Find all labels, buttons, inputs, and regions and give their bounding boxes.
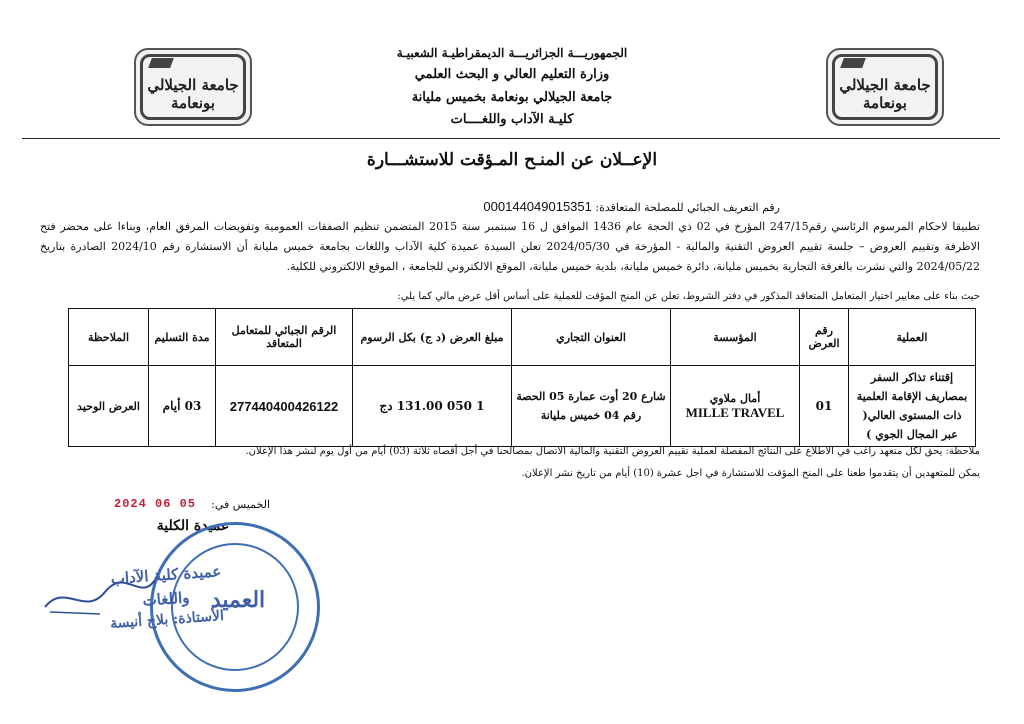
university-title: جامعة الجيلالي بونعامة بخميس مليانة xyxy=(411,90,613,105)
header-operation: العملية xyxy=(849,309,976,366)
table-row xyxy=(69,366,976,447)
header-address: العنوان التجاري xyxy=(512,309,671,366)
cell-tax-id: 277440400426122 xyxy=(216,366,353,447)
university-logo-right xyxy=(826,48,944,126)
company-name-en: MILLE TRAVEL xyxy=(685,404,785,420)
stamp-title: العميد xyxy=(210,587,266,613)
signature-date-stamp: 2024 06 05 xyxy=(114,497,197,511)
cell-offer-number: 01 xyxy=(800,366,849,447)
republic-title: الجمهوريـــة الجزائريـــة الديمقراطيـة الشعبيـة xyxy=(396,46,628,60)
fiscal-id-label: رقم التعريف الجبائي للمصلحة المتعاقدة: xyxy=(595,201,780,214)
award-table xyxy=(68,308,976,447)
cell-company xyxy=(671,366,800,447)
header-offer-number: رقم العرض xyxy=(800,309,849,366)
header-amount: مبلغ العرض (د ج) بكل الرسوم xyxy=(353,309,512,366)
stamp-line-name: الأستاذة: بلاح أنيسة xyxy=(109,608,225,632)
graduation-cap-icon xyxy=(148,58,174,68)
company-name-ar: أمال ملاوي xyxy=(709,391,761,405)
note-appeal: يمكن للمتعهدين أن يتقدموا طعنا على المنح المؤقت للاستشارة في اجل عشرة (10) أيام من تاريخ نشر الإعلان. xyxy=(521,468,980,479)
table-header-row xyxy=(69,309,976,366)
logo-text: جامعة الجيلالي بونعامة xyxy=(839,76,931,112)
stamp-line-languages: واللغات xyxy=(141,588,191,610)
faculty-title: كليـة الآداب واللغــــات xyxy=(450,112,574,127)
cell-operation: إقتناء تذاكر السفر بمصاريف الإقامة العلمية ذات المستوى العالي( عبر المجال الجوي ) xyxy=(849,366,976,447)
header-delivery: مدة التسليم xyxy=(149,309,216,366)
body-paragraph: تطبيقا لاحكام المرسوم الرئاسي رقم247/15 المؤرخ في 02 ذي الحجة عام 1436 الموافق ل 16 سبتمبر سنة 2015 المتضمن تنظيم الصفقات العمومية وتفويضات المرفق العام، وبناءا على محضر فتح الاظرفة وتقييم العروض – جلسة تقييم العروض التقنية والمالية - المؤرخة في 2024/05/30 تعلن السيدة عميدة كلية الآداب واللغات بجامعة خميس مليانة أن الاستشارة رقم 2024/10 الصادرة بتاريخ 2024/05/22 والتي نشرت بالغرفة التجارية بخميس مليانة، دائرة خميس مليانة، بلدية خميس مليانة، الموقع الالكتروني للجامعة ، الموقع الالكتروني للكلية. xyxy=(40,220,981,273)
fiscal-id-value: 000144049015351 xyxy=(483,199,592,214)
university-logo-left xyxy=(134,48,252,126)
graduation-cap-icon xyxy=(840,58,866,68)
signature-place: الخميس في: xyxy=(211,498,270,511)
ministry-title: وزارة التعليم العالي و البحث العلمي xyxy=(414,67,610,82)
header-note: الملاحظة xyxy=(69,309,149,366)
cell-note: العرض الوحيد xyxy=(69,366,149,447)
announcement-title: الإعــلان عن المنـح المـؤقت للاستشـــارة xyxy=(366,150,658,170)
cell-amount: 1 050 131.00 دج xyxy=(353,366,512,447)
note-contact: ملاحظة: يحق لكل متعهد راغب في الاطلاع على النتائج المفصلة لعملية تقييم العروض التقنية والمالية الاتصال بمصالحنا في أجل أقصاه ثلاثة (03) أيام من أول يوم لنشر هذا الإعلان. xyxy=(245,446,980,457)
stamp-line-dean: عميدة كلية الآداب xyxy=(110,562,222,588)
cell-delivery: 03 أيام xyxy=(149,366,216,447)
fiscal-id-line xyxy=(320,199,780,214)
cell-address: شارع 20 أوت عمارة 05 الحصة رقم 04 خميس مليانة xyxy=(512,366,671,447)
header-divider xyxy=(22,138,1000,139)
dean-title: عميدة الكلية xyxy=(156,518,230,534)
logo-text: جامعة الجيلالي بونعامة xyxy=(147,76,239,112)
header-tax-id: الرقم الجبائي للمتعامل المتعاقد xyxy=(216,309,353,366)
intro-line: حيث بناء على معايير اختيار المتعامل المتعاقد المذكور في دفتر الشروط، تعلن عن المنح المؤقت للعملية على أساس أقل عرض مالي كما يلي: xyxy=(397,291,980,302)
handwritten-signature xyxy=(40,572,160,622)
header-company: المؤسسة xyxy=(671,309,800,366)
